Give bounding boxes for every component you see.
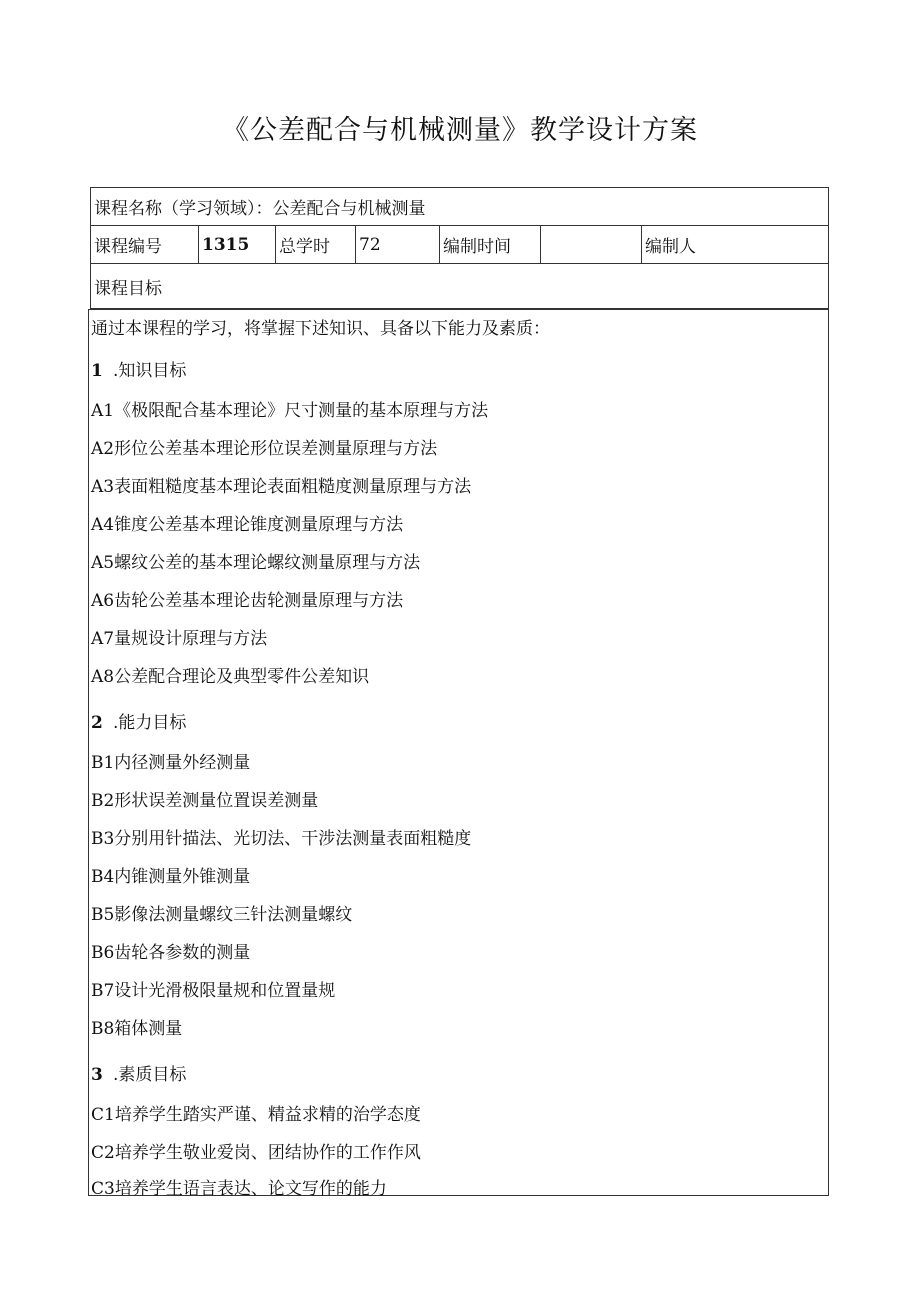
compile-date-label: 编制时间 xyxy=(440,226,541,264)
section-number: 3 xyxy=(91,1065,103,1085)
compile-date-value xyxy=(541,226,642,264)
list-item: B4内锥测量外锥测量 xyxy=(91,867,251,887)
course-name-cell: 课程名称（学习领域）：公差配合与机械测量 xyxy=(91,188,829,226)
list-item: B2形状误差测量位置误差测量 xyxy=(91,791,319,811)
document-title: 《公差配合与机械测量》教学设计方案 xyxy=(222,115,698,146)
section-number: 1 xyxy=(91,361,103,381)
list-item: A5螺纹公差的基本理论螺纹测量原理与方法 xyxy=(91,553,421,573)
course-code-value: 1315 xyxy=(199,226,276,264)
section-heading-knowledge xyxy=(91,356,186,381)
list-item: A7量规设计原理与方法 xyxy=(91,629,268,649)
section-heading-quality xyxy=(91,1060,186,1085)
course-objective-label: 课程目标 xyxy=(91,264,829,309)
author-label: 编制人 xyxy=(642,226,829,264)
total-hours-label: 总学时 xyxy=(276,226,356,264)
intro-text: 通过本课程的学习，将掌握下述知识、具备以下能力及素质： xyxy=(91,319,550,339)
list-item: A1《极限配合基本理论》尺寸测量的基本原理与方法 xyxy=(91,401,489,421)
list-item: B8箱体测量 xyxy=(91,1019,183,1039)
list-item: B3分别用针描法、光切法、干涉法测量表面粗糙度 xyxy=(91,829,472,849)
list-item: A8公差配合理论及典型零件公差知识 xyxy=(91,667,370,687)
list-item: B6齿轮各参数的测量 xyxy=(91,943,251,963)
list-item: B5影像法测量螺纹三针法测量螺纹 xyxy=(91,905,353,925)
list-item: C1培养学生踏实严谨、精益求精的治学态度 xyxy=(91,1105,421,1125)
course-meta-row xyxy=(91,226,829,264)
total-hours-value: 72 xyxy=(356,226,440,264)
list-item: A2形位公差基本理论形位误差测量原理与方法 xyxy=(91,439,438,459)
section-title: .知识目标 xyxy=(113,361,187,381)
list-item: C3培养学生语言表达、论文写作的能力 xyxy=(91,1179,387,1199)
course-info-table xyxy=(90,187,829,309)
course-name-row xyxy=(91,188,829,226)
objectives-content xyxy=(88,309,829,1199)
list-item: B7设计光滑极限量规和位置量规 xyxy=(91,981,336,1001)
course-objective-row xyxy=(91,264,829,309)
section-title: .能力目标 xyxy=(113,713,187,733)
list-item: A3表面粗糙度基本理论表面粗糙度测量原理与方法 xyxy=(91,477,472,497)
list-item: A4锥度公差基本理论锥度测量原理与方法 xyxy=(91,515,404,535)
list-item: A6齿轮公差基本理论齿轮测量原理与方法 xyxy=(91,591,404,611)
section-heading-ability xyxy=(91,708,186,733)
section-number: 2 xyxy=(91,713,103,733)
list-item: B1内径测量外经测量 xyxy=(91,753,251,773)
section-title: .素质目标 xyxy=(113,1065,187,1085)
course-code-label: 课程编号 xyxy=(91,226,199,264)
list-item: C2培养学生敬业爱岗、团结协作的工作作风 xyxy=(91,1143,421,1163)
